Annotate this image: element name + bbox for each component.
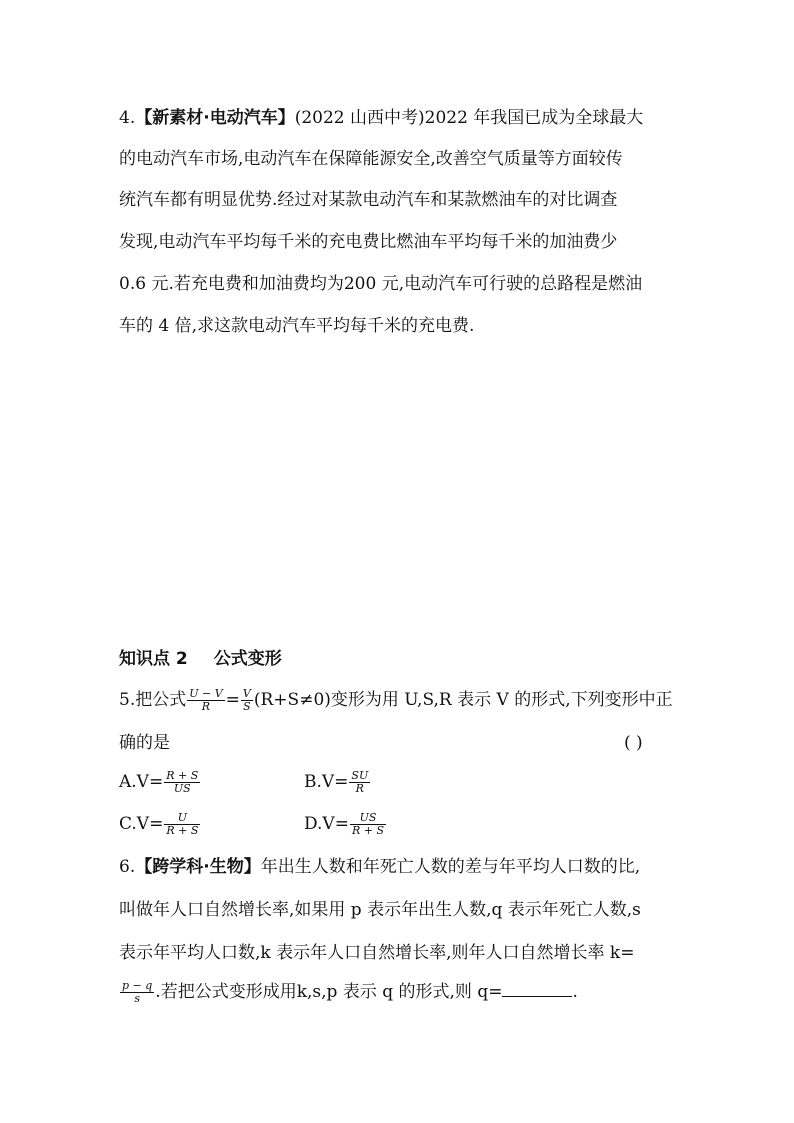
option-b-label: B.V= bbox=[304, 772, 349, 792]
q6-end: . bbox=[572, 982, 578, 1002]
q6-f-den: s bbox=[134, 992, 140, 1005]
q4-line-1 bbox=[119, 106, 643, 130]
q5-option-b bbox=[304, 770, 371, 795]
option-d-den: R + S bbox=[351, 824, 384, 837]
q5-f2-den: S bbox=[243, 700, 251, 713]
q5-f2-num: V bbox=[242, 687, 251, 700]
q6-line-4 bbox=[119, 980, 578, 1005]
option-c-frac bbox=[164, 812, 200, 837]
q4-number: 4. bbox=[119, 108, 136, 128]
q6-line-3: 表示年平均人口数,k 表示年人口自然增长率,则年人口自然增长率 k= bbox=[119, 943, 635, 963]
q6-tag: 【跨学科·生物】 bbox=[135, 857, 261, 877]
option-a-label: A.V= bbox=[119, 772, 164, 792]
q6-number: 6. bbox=[119, 857, 136, 877]
q4-tag: 【新素材·电动汽车】 bbox=[135, 108, 295, 128]
q6-f-num: p − q bbox=[122, 979, 153, 992]
q4-line-2: 的电动汽车市场,电动汽车在保障能源安全,改善空气质量等方面较传 bbox=[119, 149, 623, 169]
option-b-frac bbox=[349, 770, 370, 795]
q5-formula-right bbox=[241, 688, 253, 713]
option-c-num: U bbox=[164, 812, 200, 825]
q6-line-2: 叫做年人口自然增长率,如果用 p 表示年出生人数,q 表示年死亡人数,s bbox=[119, 900, 641, 920]
q4-line-5: 0.6 元.若充电费和加油费均为200 元,电动汽车可行驶的总路程是燃油 bbox=[119, 274, 643, 294]
q5-option-d bbox=[304, 812, 387, 837]
q5-option-c bbox=[119, 812, 201, 837]
q6-formula bbox=[120, 980, 154, 1005]
q5-line-2 bbox=[119, 731, 170, 755]
q5-option-a bbox=[119, 770, 201, 795]
option-b-num: SU bbox=[351, 769, 369, 782]
q6-line-1 bbox=[119, 855, 640, 879]
option-d-frac bbox=[350, 812, 386, 837]
q6-line4-rest: .若把公式变形成用k,s,p 表示 q 的形式,则 q= bbox=[155, 982, 503, 1002]
q4-line-6: 车的 4 倍,求这款电动汽车平均每千米的充电费. bbox=[119, 316, 475, 336]
section-title: 公式变形 bbox=[213, 649, 282, 669]
q4-line-3: 统汽车都有明显优势.经过对某款电动汽车和某款燃油车的对比调查 bbox=[119, 190, 618, 210]
option-a-den: US bbox=[173, 782, 191, 795]
option-b-den: R bbox=[355, 782, 364, 795]
section-label: 知识点 2 bbox=[119, 649, 188, 669]
q5-line-1 bbox=[119, 688, 673, 713]
q5-prefix: 5.把公式 bbox=[119, 690, 187, 710]
q5-answer-paren: ( ) bbox=[624, 733, 643, 753]
q5-f1-den: R bbox=[201, 700, 211, 713]
q5-f1-num: U − V bbox=[189, 687, 223, 700]
q4-text-1: (2022 山西中考)2022 年我国已成为全球最大 bbox=[294, 108, 644, 128]
q6-line1-rest: 年出生人数和年死亡人数的差与年平均人口数的比, bbox=[260, 857, 641, 877]
q5-formula-left bbox=[187, 688, 224, 713]
section-heading bbox=[119, 647, 282, 671]
option-c-label: C.V= bbox=[119, 814, 164, 834]
q5-suffix: (R+S≠0)变形为用 U,S,R 表示 V 的形式,下列变形中正 bbox=[253, 690, 673, 710]
option-c-den: R + S bbox=[166, 824, 199, 837]
q5-eq: = bbox=[225, 690, 240, 710]
option-a-num: R + S bbox=[166, 769, 199, 782]
q6-answer-blank[interactable] bbox=[502, 980, 572, 997]
q5-line2-text: 确的是 bbox=[119, 733, 170, 753]
q4-line-4: 发现,电动汽车平均每千米的充电费比燃油车平均每千米的加油费少 bbox=[119, 232, 618, 252]
option-a-frac bbox=[164, 770, 200, 795]
option-d-label: D.V= bbox=[304, 814, 349, 834]
option-d-num: US bbox=[350, 812, 386, 825]
